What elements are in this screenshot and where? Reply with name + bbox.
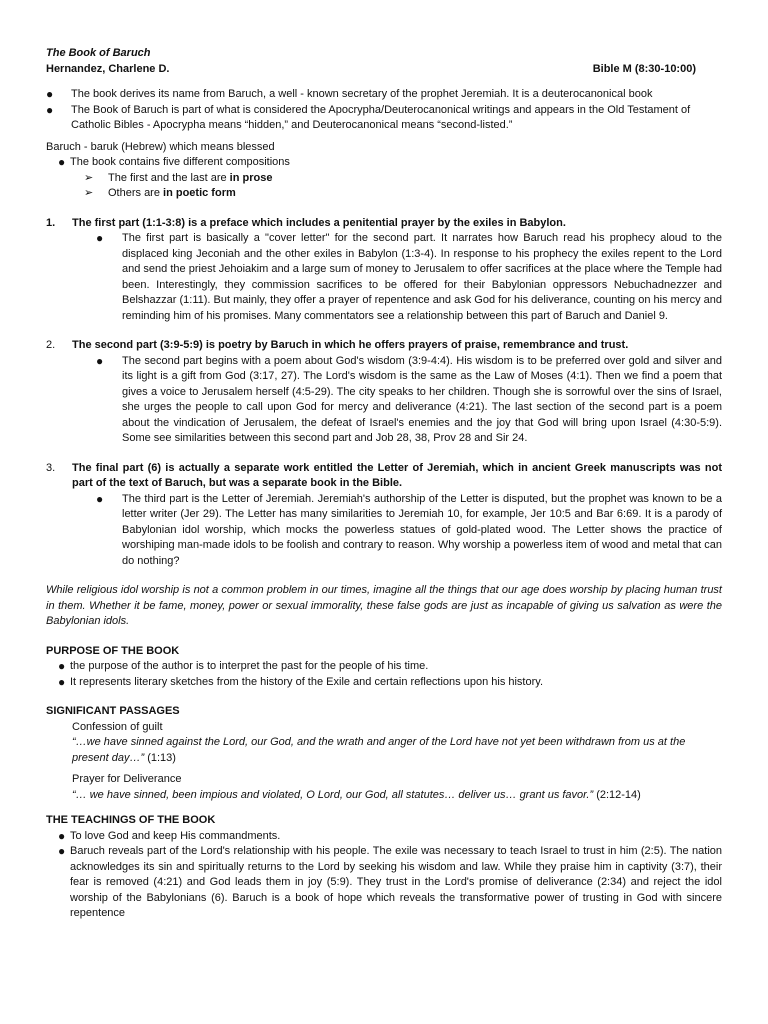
- purpose-item: ● the purpose of the author is to interpret the past for the people of his time.: [58, 659, 429, 673]
- part-title: The second part (3:9-5:9) is poetry by Baruch in which he offers prayers of praise, remembrance and trust.: [72, 339, 629, 351]
- part-title: The first part (1:1-3:8) is a preface which includes a penitential prayer by the exiles in Babylon.: [72, 216, 566, 229]
- compositions-arrow-item: ➢ The first and the last are in prose: [46, 171, 722, 187]
- compositions-bullet: ● The book contains five different compositions: [58, 155, 290, 169]
- bullet-icon: ●: [96, 353, 104, 368]
- passage-label: Confession of guilt: [72, 720, 163, 733]
- bullet-icon: ●: [46, 87, 54, 101]
- passage-quote: “…we have sinned against the Lord, our God, and the wrath and anger of the Lord have not yet been withdrawn from us at the present day…” (1:13): [72, 736, 686, 764]
- compositions-arrow-item: ➢ Others are in poetic form: [46, 186, 722, 202]
- passage-label: Prayer for Deliverance: [72, 773, 182, 785]
- etymology-line: Baruch - baruk (Hebrew) which means blessed: [46, 140, 275, 153]
- header-row: [46, 62, 722, 78]
- class-info: Bible M (8:30-10:00): [592, 62, 696, 75]
- teaching-item: ● To love God and keep His commandments.: [58, 828, 281, 843]
- part-number: 1.: [46, 216, 56, 229]
- intro-bullet: ● The Book of Baruch is part of what is considered the Apocrypha/Deuterocanonical writings and appears in the Old Testament of Catholic Bibles - Apocrypha means “hidden,” and Deuterocanonical means “second-listed.”: [46, 103, 722, 134]
- bullet-icon: ●: [46, 102, 54, 117]
- part-body: ● The second part begins with a poem about God's wisdom (3:9-4:4). His wisdom is to be preferred over gold and silver and its light is a gift from God (3:17, 27). The Lord's wisdom is the same as the Law of Moses (4:1). Then we find a poem that gives a voice to Jerusalem herself (4:5-29). The city speaks to her children. Though she is sorrowful over the sins of Israel, she urges the people to call upon God for mercy and deliverance (4:21). The last section of the second part is a poem about the vindication of Jerusalem, the defeat of Israel's enemies and the joy that God will bring upon Israel (4:30-5:9). Some see similarities between this second part and Job 28, 38, Prov 28 and Sir 24.: [46, 354, 722, 447]
- author-name: Hernandez, Charlene D.: [46, 62, 170, 75]
- bullet-icon: ●: [96, 491, 104, 506]
- arrow-icon: ➢: [84, 187, 94, 199]
- arrow-icon: ➢: [84, 171, 94, 184]
- passages-heading: SIGNIFICANT PASSAGES: [46, 705, 180, 717]
- part-title: The final part (6) is actually a separate work entitled the Letter of Jeremiah, which in ancient Greek manuscripts was not part of the text of Baruch, but was a separate book in the Bible.: [72, 461, 722, 489]
- teachings-heading: THE TEACHINGS OF THE BOOK: [46, 814, 216, 826]
- bullet-icon: ●: [58, 659, 66, 673]
- bullet-icon: ●: [58, 674, 66, 689]
- part-heading: [46, 338, 722, 354]
- document-title: The Book of Baruch: [46, 47, 151, 59]
- part-number: 2.: [46, 339, 56, 351]
- bullet-icon: ●: [58, 828, 66, 843]
- purpose-item: ● It represents literary sketches from the history of the Exile and certain reflections upon his history.: [58, 674, 544, 689]
- intro-bullet: ● The book derives its name from Baruch, a well - known secretary of the prophet Jeremiah. It is a deuterocanonical book: [46, 87, 653, 101]
- passage-quote: “… we have sinned, been impious and violated, O Lord, our God, all statutes… deliver us… grant us favor.” (2:12-14): [72, 788, 641, 801]
- reflection-paragraph: While religious idol worship is not a common problem in our times, imagine all the things that our age does worship by placing human trust in them. Whether it be fame, money, power or sexual immorality, these false gods are just as incapable of giving us salvation as were the Babylonian idols.: [46, 584, 722, 627]
- purpose-heading: PURPOSE OF THE BOOK: [46, 644, 180, 657]
- part-number: 3.: [46, 461, 56, 474]
- part-body: ● The third part is the Letter of Jeremiah. Jeremiah's authorship of the Letter is disputed, but the prophet was known to be a letter writer (Jer 29). The Letter has many similarities to Jeremiah 10, for example, Jer 10:5 and Bar 6:69. It is a parody of Babylonian idol worship, which mocks the powerless statues of gold-plated wood. The Letter shows the practice of worshiping man-made idols to be foolish and contrary to reason. Why worship a powerless item of wood and metal that can do nothing?: [46, 492, 722, 570]
- bullet-icon: ●: [58, 844, 66, 858]
- part-body: ● The first part is basically a "cover letter" for the second part. It narrates how Baruch read his prophecy aloud to the displaced king Jeconiah and the other exiles in Babylon (1:3-4). In response to his prophecy the exiles repent to the Lord and send the priest Jehoiakim and a large sum of money to Jerusalem to offer sacrifices at the place where the Temple had been. Interestingly, they commission sacrifices to be offered for their Babylonian oppressors Nebuchadnezzer and Belshazzar (1:11). But mainly, they offer a prayer of repentence and ask God for his deliverance, counting on his mercy and reminding him of his promises. Many commentators see a relationship between this part of Baruch and Daniel 9.: [46, 231, 722, 324]
- teaching-item: ● Baruch reveals part of the Lord's relationship with his people. The exile was necessary to teach Israel to trust in him (2:5). The nation acknowledges its sin and spiritually returns to the Lord by seeking his wisdom and law. While they praise him in captivity (3:7), their fear is removed (4:21) and God leads them in joy (5:9). They trust in the Lord's promise of deliverance (2:34) and reject the idol worship of the Babylonians (6). Baruch is a book of hope which reveals the transformative power of trusting in God with sincere repentence: [46, 844, 722, 922]
- bullet-icon: ●: [58, 155, 66, 169]
- bullet-icon: ●: [96, 231, 104, 245]
- part-heading: [46, 216, 722, 232]
- part-heading: [46, 461, 722, 492]
